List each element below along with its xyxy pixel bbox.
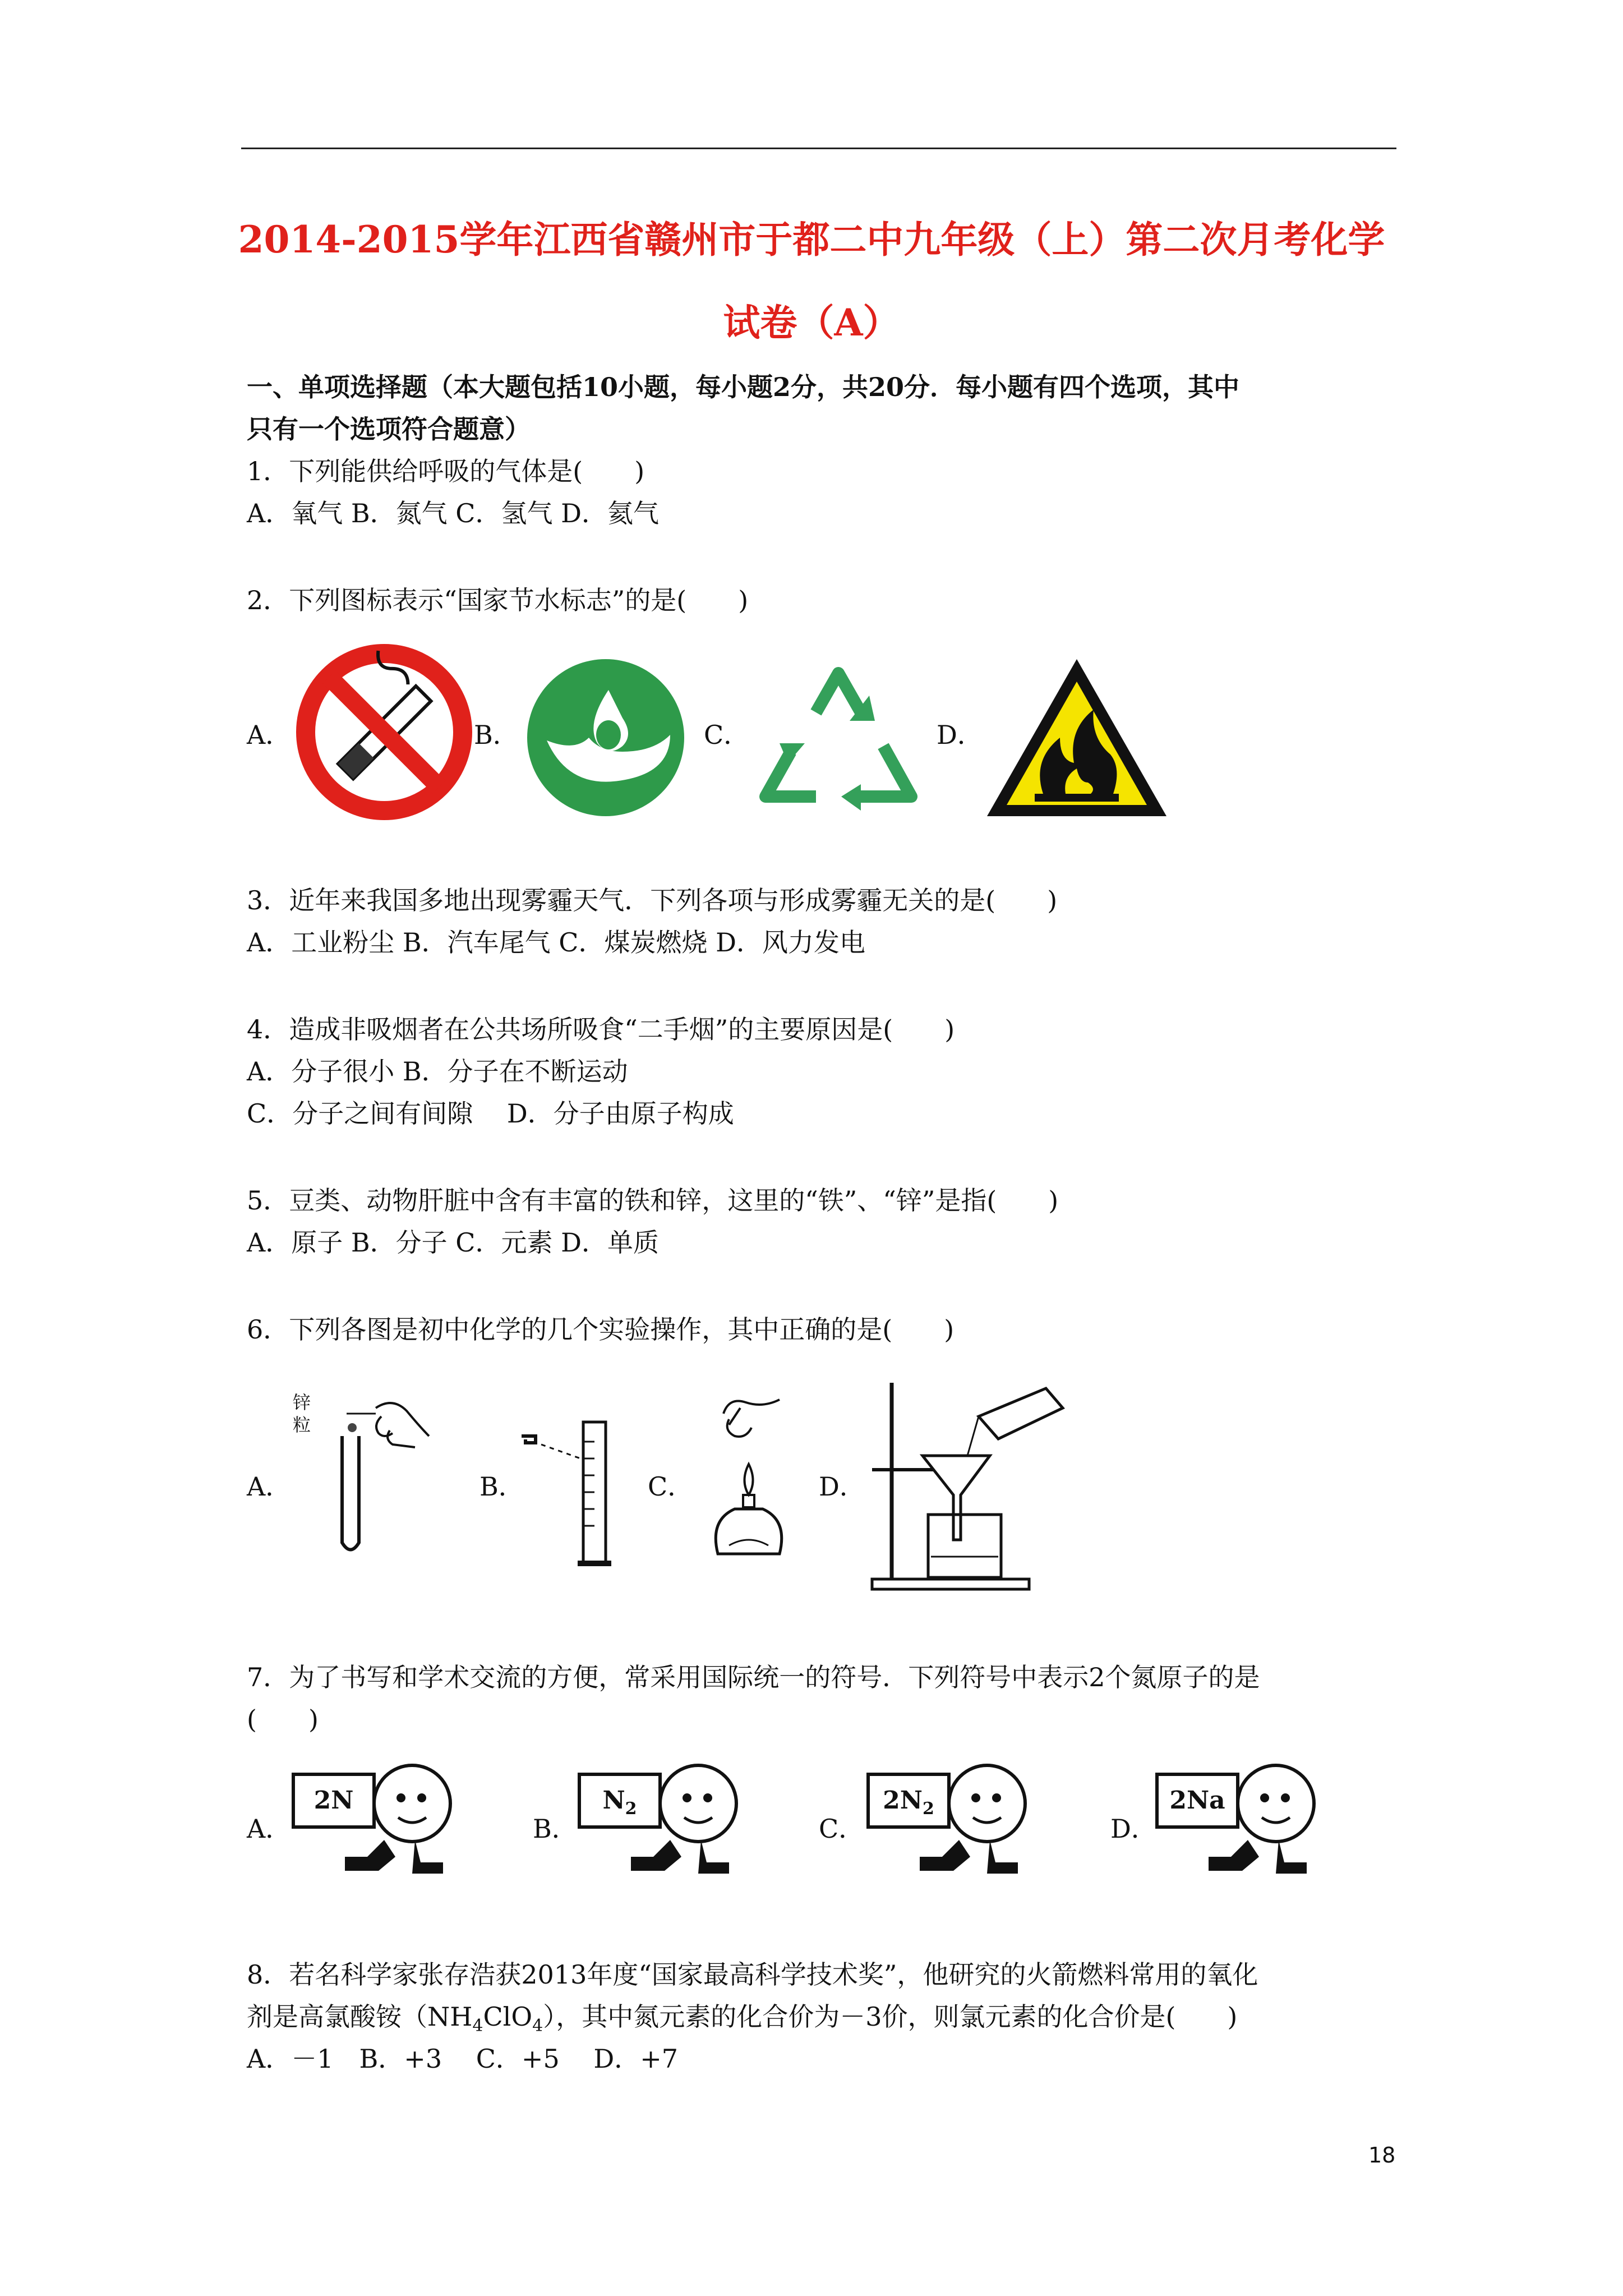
graduated-cylinder-figure	[516, 1419, 617, 1573]
question-8-stem-line1: 8．若名科学家张存浩获2013年度“国家最高科学技术奖”，他研究的火箭燃料常用的氧化	[247, 1959, 1258, 1990]
question-7-label-b: B．	[533, 1814, 578, 1844]
question-7-label-c: C．	[819, 1814, 865, 1844]
section-heading-line1: 一、单项选择题（本大题包括10小题，每小题2分，共20分．每小题有四个选项，其中	[247, 372, 1240, 402]
page-number: 18	[1368, 2143, 1396, 2168]
no-smoking-icon	[294, 642, 474, 824]
question-4-options-line2: C．分子之间有间隙 D．分子由原子构成	[247, 1098, 734, 1129]
question-8-text-mid: ClO	[483, 2001, 533, 2032]
question-7-stem-line1: 7．为了书写和学术交流的方便，常采用国际统一的符号．下列符号中表示2个氮原子的是	[247, 1662, 1260, 1692]
question-3-options: A．工业粉尘 B．汽车尾气 C．煤炭燃烧 D．风力发电	[247, 927, 865, 958]
filtration-setup-figure	[861, 1372, 1085, 1598]
sign-text: 2N	[883, 1786, 923, 1815]
question-8-stem-line2	[247, 2000, 1237, 2043]
sign-text: N	[602, 1786, 625, 1815]
question-2-stem: 2．下列图标表示“国家节水标志”的是( )	[247, 585, 749, 615]
exam-title-line2: 试卷（A）	[723, 301, 900, 344]
header-rule	[241, 148, 1396, 149]
question-6-label-c: C．	[648, 1471, 694, 1502]
question-8-text-pre: 剂是高氯酸铵（NH	[247, 2001, 473, 2032]
question-2-label-c: C．	[704, 720, 750, 750]
zinc-granule-caption: 锌粒	[293, 1392, 311, 1435]
question-6-stem: 6．下列各图是初中化学的几个实验操作，其中正确的是( )	[247, 1314, 955, 1345]
question-1-stem: 1．下列能供给呼吸的气体是( )	[247, 456, 645, 486]
question-8-options: A．－1 B．+3 C．+5 D．+7	[247, 2044, 679, 2074]
alcohol-lamp-figure	[684, 1386, 813, 1573]
question-5-stem: 5．豆类、动物肝脏中含有丰富的铁和锌，这里的“铁”、“锌”是指( )	[247, 1185, 1059, 1216]
section-heading-line2: 只有一个选项符合题意）	[247, 414, 531, 444]
question-4-options-line1: A．分子很小 B．分子在不断运动	[247, 1056, 628, 1087]
question-7-label-d: D．	[1110, 1814, 1157, 1844]
question-2-label-d: D．	[937, 720, 983, 750]
question-6-label-a: A．	[247, 1471, 292, 1502]
flammable-warning-icon	[981, 654, 1172, 824]
question-4-stem: 4．造成非吸烟者在公共场所吸食“二手烟”的主要原因是( )	[247, 1014, 955, 1045]
question-1-options: A．氧气 B．氮气 C．氢气 D．氦气	[247, 498, 659, 528]
question-8-text-post: ），其中氮元素的化合价为－3价，则氯元素的化合价是( )	[543, 2001, 1238, 2032]
question-2-label-a: A．	[247, 720, 292, 750]
sign-subscript: 2	[625, 1799, 637, 1819]
sign-text: 2N	[313, 1786, 354, 1815]
water-saving-icon	[524, 656, 687, 821]
question-2-label-b: B．	[474, 720, 519, 750]
question-7-stem-line2: ( )	[247, 1704, 319, 1734]
sign-text: 2Na	[1169, 1786, 1225, 1815]
question-8-sub2: 4	[532, 2016, 543, 2036]
exam-title-line1: 2014-2015学年江西省赣州市于都二中九年级（上）第二次月考化学	[238, 218, 1385, 261]
sign-subscript: 2	[922, 1799, 934, 1819]
question-5-options: A．原子 B．分子 C．元素 D．单质	[247, 1227, 659, 1258]
question-3-stem: 3．近年来我国多地出现雾霾天气．下列各项与形成雾霾无关的是( )	[247, 885, 1058, 915]
question-6-label-b: B．	[479, 1471, 524, 1502]
recycling-icon	[749, 651, 928, 821]
question-7-label-a: A．	[247, 1814, 292, 1844]
question-8-sub1: 4	[472, 2016, 483, 2036]
question-6-label-d: D．	[819, 1471, 865, 1502]
